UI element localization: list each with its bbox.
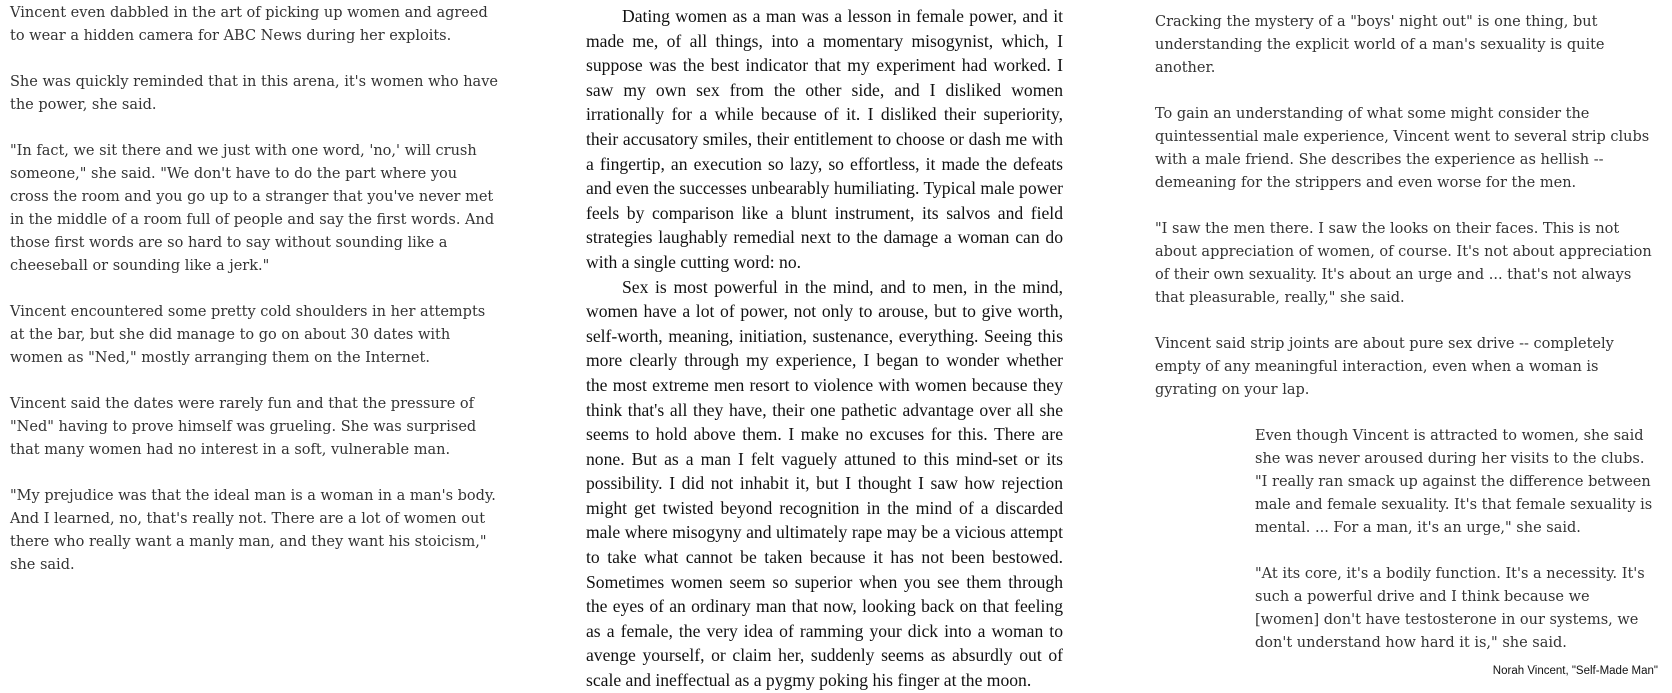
left-paragraph-6: "My prejudice was that the ideal man is a woman in a man's body. And I learned, no, that's really not. There are a lot of women out there who really want a manly man, and they want his stoicism," she said. <box>10 488 496 573</box>
right-paragraph-3: "I saw the men there. I saw the looks on their faces. This is not about appreciation of women, of course. It's not about appreciation of their own sexuality. It's about an urge and ... that's not always that pleasurable, really," she said. <box>1155 221 1652 306</box>
left-paragraph-4: Vincent encountered some pretty cold shoulders in her attempts at the bar, but she did manage to go on about 30 dates with women as "Ned," mostly arranging them on the Internet. <box>10 304 486 366</box>
left-paragraph-3: "In fact, we sit there and we just with one word, 'no,' will crush someone," she said. "We don't have to do the part where you cross the room and you go up to a stranger that you've never met in the middle of a room full of people and say the first words. And those first words are so hard to say without sounding like a cheeseball or sounding like a jerk." <box>10 143 495 274</box>
left-paragraph-1: Vincent even dabbled in the art of picking up women and agreed to wear a hidden camera for ABC News during her exploits. <box>10 5 488 44</box>
excerpt-paragraph-1: Dating women as a man was a lesson in female power, and it made me, of all things, into a momentary misogynist, which, I suppose was the best indicator that my experiment had worked. I saw my own sex from the other side, and I disliked women irrationally for a while because of it. I disliked their superiority, their accusatory smiles, their entitlement to choose or dash me with a fingertip, an execution so lazy, so effortless, it made the defeats and even the successes unbearably humiliating. Typical male power feels by comparison like a blunt instrument, its salvos and field strategies laughably remedial next to the damage a woman can do with a single cutting word: no. <box>586 6 1063 272</box>
left-paragraph-2: She was quickly reminded that in this arena, it's women who have the power, she said. <box>10 74 498 113</box>
book-excerpt-column <box>586 4 1063 693</box>
right-article-column <box>1155 11 1653 678</box>
right-quote-paragraph-1: Even though Vincent is attracted to women, she said she was never aroused during her visits to the clubs. "I really ran smack up against the difference between male and female sexuality. It's that female sexuality is mental. ... For a man, it's an urge," she said. <box>1255 428 1653 536</box>
left-paragraph-5: Vincent said the dates were rarely fun and that the pressure of "Ned" having to prove himself was grueling. She was surprised that many women had no interest in a soft, vulnerable man. <box>10 396 477 458</box>
left-article-column <box>10 2 500 600</box>
right-quote-paragraph-2: "At its core, it's a bodily function. It's a necessity. It's such a powerful drive and I think because we [women] don't have testosterone in our systems, we don't understand how hard it is," she said. <box>1255 566 1645 651</box>
right-paragraph-2: To gain an understanding of what some might consider the quintessential male experience, Vincent went to several strip clubs with a male friend. She describes the experience as hellish -- demeaning for the strippers and even worse for the men. <box>1155 106 1650 191</box>
right-paragraph-4: Vincent said strip joints are about pure sex drive -- completely empty of any meaningful interaction, even when a woman is gyrating on your lap. <box>1155 336 1614 398</box>
source-credit: Norah Vincent, "Self-Made Man" <box>1492 665 1658 677</box>
right-paragraph-1: Cracking the mystery of a "boys' night out" is one thing, but understanding the explicit world of a man's sexuality is quite another. <box>1155 14 1605 76</box>
excerpt-paragraph-2: Sex is most powerful in the mind, and to men, in the mind, women have a lot of power, not only to arouse, but to give worth, self-worth, meaning, initiation, sustenance, everything. Seeing this more clearly through my experience, I began to wonder whether the most extreme men resort to violence with women because they think that's all they have, their one pathetic advantage over all she seems to hold above them. I make no excuses for this. There are none. But as a man I felt vaguely attuned to this mind-set or its possibility. I did not inhabit it, but I thought I saw how rejection might get twisted beyond recognition in the mind of a discarded male where misogyny and ultimately rape may be a vicious attempt to take what cannot be taken because it has not been bestowed. Sometimes women seem so superior when you see them through the eyes of an ordinary man that now, looking back on that feeling as a female, the very idea of ramming your dick into a woman to avenge yourself, or claim her, suddenly seems as absurdly out of scale and ineffectual as a pygmy poking his finger at the moon. <box>586 276 1063 691</box>
